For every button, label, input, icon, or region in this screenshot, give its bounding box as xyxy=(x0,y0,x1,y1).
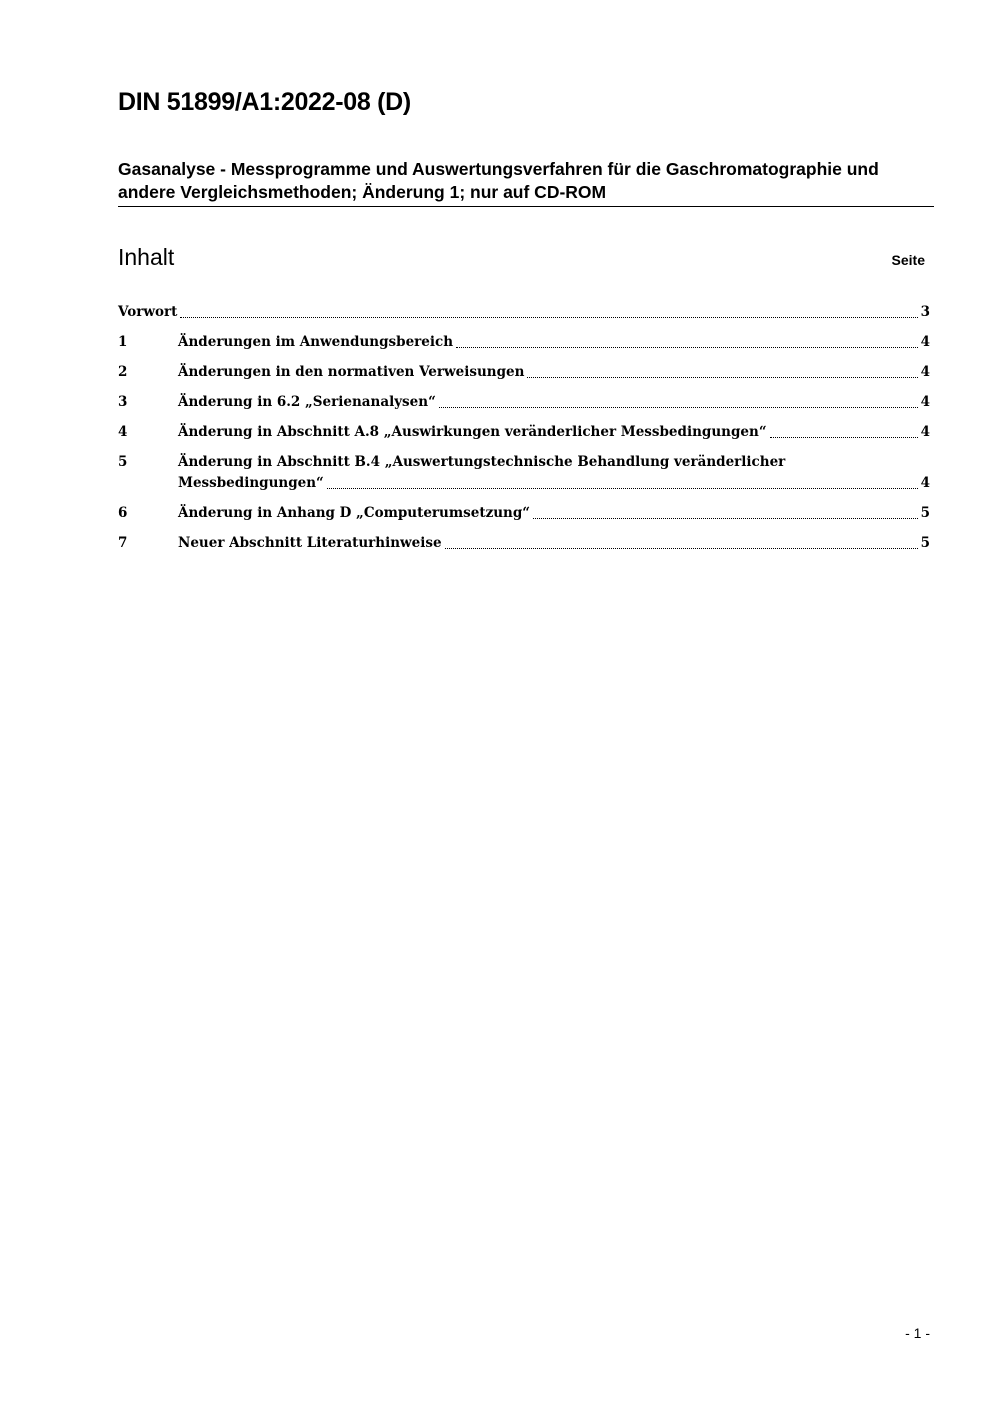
toc-entry-5[interactable] xyxy=(118,452,930,494)
toc-entry-text: Änderungen im Anwendungsbereich xyxy=(178,334,454,350)
toc-entry-number: 6 xyxy=(118,505,128,521)
toc-entry-number: 7 xyxy=(118,535,128,551)
toc-leader-dots xyxy=(439,407,918,408)
toc-entry-text: Neuer Abschnitt Literaturhinweise xyxy=(178,535,442,551)
toc-entry-4[interactable] xyxy=(118,422,930,443)
toc-entry-number: 2 xyxy=(118,364,128,380)
toc-leader-dots xyxy=(445,548,918,549)
toc-entry-page: 4 xyxy=(920,475,930,491)
toc-entry-2[interactable] xyxy=(118,362,930,383)
toc-entry-text: Vorwort xyxy=(118,304,178,320)
toc-leader-dots xyxy=(770,437,918,438)
toc-page-column-label: Seite xyxy=(891,252,925,268)
toc-entry-number: 1 xyxy=(118,334,128,350)
toc-entry-6[interactable] xyxy=(118,503,930,524)
toc-leader-dots xyxy=(533,518,918,519)
document-title: Gasanalyse - Messprogramme und Auswertungsverfahren für die Gaschromatographie und andere Vergleichsmethoden; Änderung 1; nur auf CD-ROM xyxy=(118,158,934,207)
toc-entry-page: 3 xyxy=(920,304,930,320)
toc-entry-page: 5 xyxy=(920,505,930,521)
toc-entry-text: Änderung in 6.2 „Serienanalysen“ xyxy=(178,394,436,410)
toc-entry-number: 3 xyxy=(118,394,128,410)
toc-entry-number: 4 xyxy=(118,424,128,440)
toc-entry-7[interactable] xyxy=(118,533,930,554)
toc-entry-page: 5 xyxy=(920,535,930,551)
toc-entry-text: Änderung in Abschnitt A.8 „Auswirkungen veränderlicher Messbedingungen“ xyxy=(178,424,767,440)
toc-entry-text: Änderungen in den normativen Verweisungen xyxy=(178,364,525,380)
toc-entry-number: 5 xyxy=(118,454,128,470)
table-of-contents xyxy=(118,302,930,563)
toc-entry-page: 4 xyxy=(920,334,930,350)
toc-leader-dots xyxy=(456,347,918,348)
document-id: DIN 51899/A1:2022-08 (D) xyxy=(118,88,411,116)
toc-entry-page: 4 xyxy=(920,394,930,410)
page-number: - 1 - xyxy=(905,1325,930,1341)
toc-entry-vorwort[interactable] xyxy=(118,302,930,323)
toc-entry-1[interactable] xyxy=(118,332,930,353)
toc-leader-dots xyxy=(327,488,918,489)
toc-entry-text: Änderung in Anhang D „Computerumsetzung“ xyxy=(178,505,531,521)
toc-entry-text-line1: Änderung in Abschnitt B.4 „Auswertungstechnische Behandlung veränderlicher xyxy=(178,454,786,470)
toc-leader-dots xyxy=(180,317,917,318)
toc-entry-page: 4 xyxy=(920,364,930,380)
toc-entry-page: 4 xyxy=(920,424,930,440)
toc-entry-text: Messbedingungen“ xyxy=(178,475,324,491)
toc-leader-dots xyxy=(527,377,917,378)
toc-entry-3[interactable] xyxy=(118,392,930,413)
toc-heading: Inhalt xyxy=(118,244,175,270)
